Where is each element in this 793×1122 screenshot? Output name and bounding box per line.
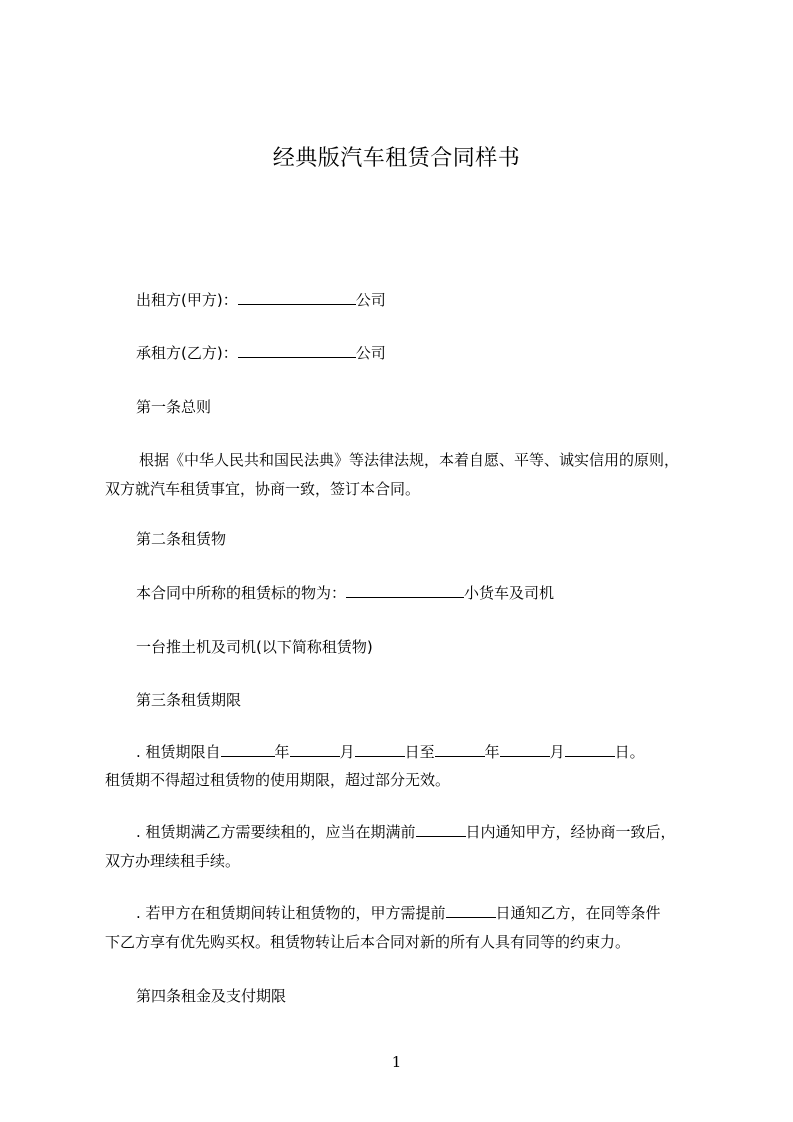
- article3-item3-line1: [136, 898, 726, 928]
- end-day-blank: [565, 741, 615, 757]
- article2-subject-line: [136, 578, 726, 608]
- start-day-blank: [355, 741, 405, 757]
- start-year-blank: [221, 741, 275, 757]
- article4-heading: 第四条租金及支付期限: [136, 987, 287, 1005]
- article2-heading: 第二条租赁物: [136, 530, 227, 548]
- transfer-notice-days-blank: [446, 902, 496, 918]
- end-year-blank: [435, 741, 485, 757]
- article3-item2-line2: 双方办理续租手续。: [105, 852, 241, 870]
- article3-item1-line2: 租赁期不得超过租赁物的使用期限，超过部分无效。: [105, 771, 451, 789]
- end-year-label: 年: [484, 743, 500, 761]
- article2-subject-blank: [346, 582, 464, 598]
- start-year-label: 年: [274, 743, 290, 761]
- article1-paragraph-line2: 双方就汽车租赁事宜，协商一致，签订本合同。: [105, 480, 421, 498]
- lessor-label: 出租方(甲方)：: [136, 291, 238, 309]
- lessee-name-blank: [238, 342, 356, 358]
- end-month-blank: [500, 741, 550, 757]
- lessor-suffix: 公司: [355, 291, 386, 309]
- article3-item2-prefix: . 租赁期满乙方需要续租的，应当在期满前: [136, 823, 416, 841]
- page-number: 1: [391, 1053, 402, 1071]
- lessee-label: 承租方(乙方)：: [136, 344, 238, 362]
- article3-heading: 第三条租赁期限: [136, 691, 242, 709]
- end-month-label: 月: [549, 743, 565, 761]
- lessor-line: [136, 285, 726, 315]
- article3-item1-prefix: . 租赁期限自: [136, 743, 221, 761]
- article2-subject-suffix: 小货车及司机: [464, 584, 555, 602]
- article2-subject-prefix: 本合同中所称的租赁标的物为：: [136, 584, 347, 602]
- start-month-blank: [290, 741, 340, 757]
- renewal-notice-days-blank: [416, 821, 466, 837]
- document-title: 经典版汽车租赁合同样书: [272, 146, 521, 171]
- lessor-name-blank: [238, 289, 356, 305]
- start-month-label: 月: [339, 743, 355, 761]
- article3-item3-suffix: 日通知乙方，在同等条件: [495, 904, 661, 922]
- article3-item2-line1: [136, 817, 726, 847]
- lessee-suffix: 公司: [355, 344, 386, 362]
- end-day-label: 日。: [614, 743, 645, 761]
- article3-item3-prefix: . 若甲方在租赁期间转让租赁物的，甲方需提前: [136, 904, 446, 922]
- article1-heading: 第一条总则: [136, 398, 212, 416]
- start-day-label: 日至: [404, 743, 435, 761]
- article2-bulldozer-line: 一台推土机及司机(以下简称租赁物): [136, 638, 373, 656]
- article1-paragraph-line1: 根据《中华人民共和国民法典》等法律法规，本着自愿、平等、诚实信用的原则，: [139, 451, 680, 469]
- article3-item3-line2: 下乙方享有优先购买权。租赁物转让后本合同对新的所有人具有同等的约束力。: [105, 933, 631, 951]
- lessee-line: [136, 338, 726, 368]
- article3-item1-line1: [136, 737, 726, 767]
- article3-item2-suffix: 日内通知甲方，经协商一致后，: [465, 823, 676, 841]
